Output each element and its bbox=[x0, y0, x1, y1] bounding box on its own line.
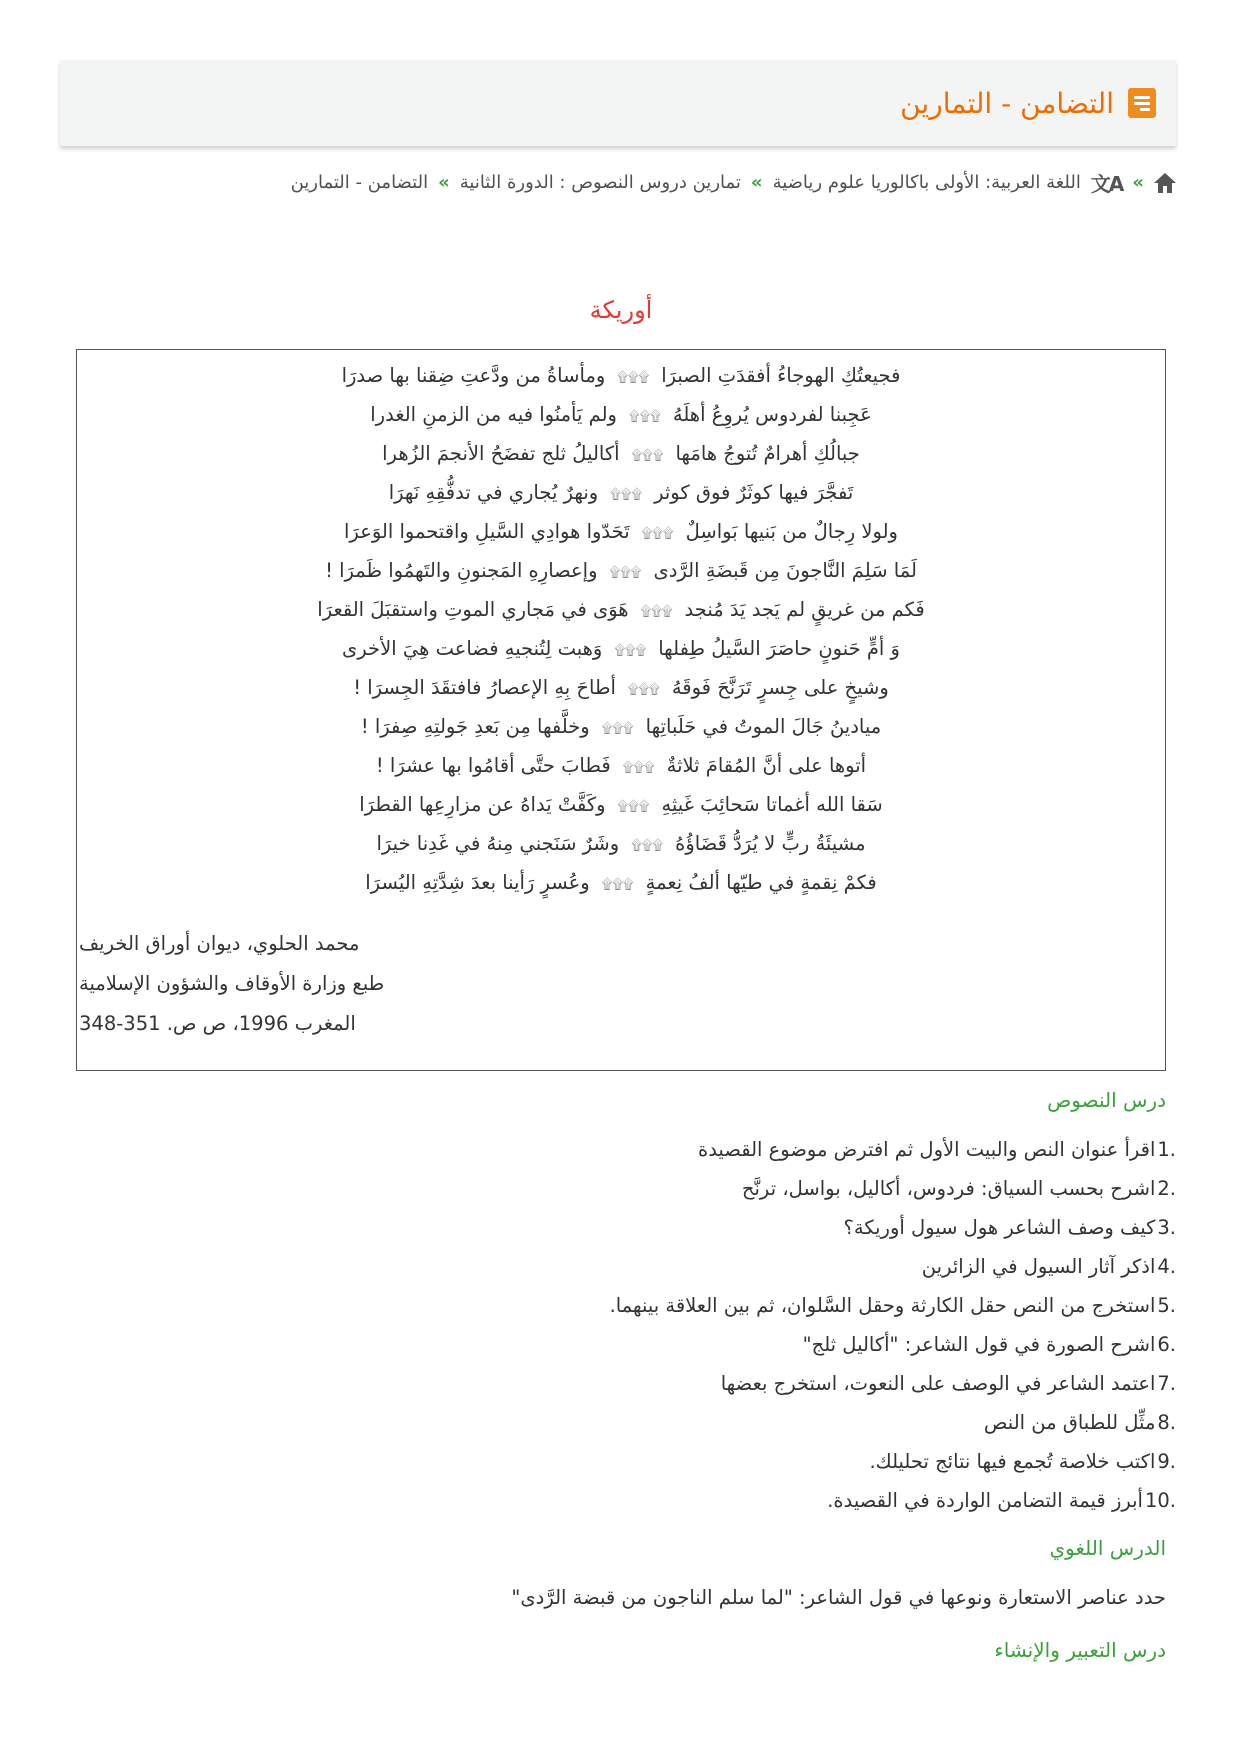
poem-source bbox=[79, 924, 384, 1044]
verse-first-hemistich: جبالُكِ أهرامٌ تُتوجُ هامَها bbox=[675, 442, 860, 465]
verse-second-hemistich: ونهرٌ يُجاري في تدفُّقِهِ نَهرَا bbox=[388, 481, 599, 504]
questions-list bbox=[610, 1130, 1176, 1520]
breadcrumb-current: التضامن - التمارين bbox=[290, 172, 429, 193]
breadcrumb-link-category[interactable]: تمارين دروس النصوص : الدورة الثانية bbox=[459, 172, 741, 193]
verse-second-hemistich: هَوَى في مَجاري الموتِ واستقبَلَ القعرَا bbox=[317, 598, 629, 621]
poem-verse bbox=[77, 512, 1165, 551]
verse-separator: ۩۩۩ bbox=[610, 487, 643, 503]
question-number: 10. bbox=[1144, 1489, 1176, 1512]
section-heading-texts: درس النصوص bbox=[1047, 1088, 1166, 1112]
home-icon[interactable] bbox=[1154, 173, 1176, 193]
question-text: اعتمد الشاعر في الوصف على النعوت، استخرج بعضها bbox=[720, 1372, 1156, 1395]
verse-separator: ۩۩۩ bbox=[614, 643, 647, 659]
poem-verse bbox=[77, 551, 1165, 590]
breadcrumb-separator: » bbox=[1132, 172, 1144, 193]
verse-first-hemistich: مشيئَةُ ربٍّ لا يُرَدُّ قَضَاؤُهُ bbox=[675, 832, 866, 855]
list-item bbox=[610, 1208, 1176, 1247]
verse-second-hemistich: فَطابَ حتَّى أقامُوا بها عشرَا ! bbox=[375, 754, 611, 777]
verse-second-hemistich: ومأساةُ من ودَّعتِ ضِقنا بها صدرَا bbox=[341, 364, 606, 387]
verse-second-hemistich: وكَفَّتْ يَداهُ عن مزارِعِها القطرَا bbox=[359, 793, 606, 816]
verse-separator: ۩۩۩ bbox=[628, 409, 661, 425]
verse-second-hemistich: وَهبت لِتُنجيهِ فضاعت هِيَ الأخرى bbox=[342, 637, 603, 660]
list-item bbox=[610, 1403, 1176, 1442]
section-heading-language: الدرس اللغوي bbox=[1049, 1536, 1166, 1560]
poem-verse bbox=[77, 356, 1165, 395]
list-item bbox=[610, 1481, 1176, 1520]
verse-separator: ۩۩۩ bbox=[640, 604, 673, 620]
poem-verse bbox=[77, 434, 1165, 473]
breadcrumb-separator: » bbox=[438, 172, 450, 193]
source-line: محمد الحلوي، ديوان أوراق الخريف bbox=[79, 932, 360, 955]
verse-first-hemistich: فكمْ نِقمةٍ في طيّها ألفُ نِعمةٍ bbox=[645, 871, 877, 894]
question-text: مثِّل للطباق من النص bbox=[983, 1411, 1156, 1434]
question-text: أبرز قيمة التضامن الواردة في القصيدة. bbox=[827, 1489, 1143, 1512]
verse-second-hemistich: ولم يَأمنُوا فيه من الزمنِ الغدرا bbox=[370, 403, 617, 426]
question-text: اشرح بحسب السياق: فردوس، أكاليل، بواسل، ترنَّح bbox=[741, 1177, 1156, 1200]
list-item bbox=[610, 1247, 1176, 1286]
language-question: حدد عناصر الاستعارة ونوعها في قول الشاعر: "لما سلم الناجون من قبضة الرَّدى" bbox=[511, 1586, 1166, 1609]
verse-separator: ۩۩۩ bbox=[617, 370, 650, 386]
poem-verse bbox=[77, 863, 1165, 902]
verse-first-hemistich: فَكم من غريقٍ لم يَجد يَدَ مُنجد bbox=[684, 598, 925, 621]
question-text: اذكر آثار السيول في الزائرين bbox=[921, 1255, 1156, 1278]
source-line: طبع وزارة الأوقاف والشؤون الإسلامية bbox=[79, 972, 385, 995]
verse-second-hemistich: أطاحَ بِهِ الإعصارُ فافتقَدَ الجِسرَا ! bbox=[353, 676, 616, 699]
verse-second-hemistich: أكاليلُ ثلج تفضَحُ الأنجمَ الزُهرا bbox=[382, 442, 620, 465]
verse-separator: ۩۩۩ bbox=[641, 526, 674, 542]
section-heading-expression: درس التعبير والإنشاء bbox=[994, 1638, 1166, 1662]
poem-verse bbox=[77, 746, 1165, 785]
page-title: التضامن - التمارين bbox=[900, 86, 1114, 120]
verse-first-hemistich: ميادينُ جَالَ الموتُ في حَلَباتِها bbox=[645, 715, 882, 738]
verse-first-hemistich: عَجِبنا لفردوس يُروِعُ أهلَهُ bbox=[672, 403, 872, 426]
question-number: 6. bbox=[1157, 1333, 1176, 1356]
poem-verses bbox=[77, 356, 1165, 902]
verse-separator: ۩۩۩ bbox=[622, 760, 655, 776]
verse-second-hemistich: وشَرٌ سَنَجني مِنهُ في غَدِنا خيرَا bbox=[376, 832, 620, 855]
question-number: 4. bbox=[1157, 1255, 1176, 1278]
breadcrumb bbox=[291, 168, 1176, 197]
list-item bbox=[610, 1364, 1176, 1403]
verse-separator: ۩۩۩ bbox=[601, 877, 634, 893]
verse-separator: ۩۩۩ bbox=[609, 565, 642, 581]
source-line: المغرب 1996، ص ص. 351-348 bbox=[79, 1012, 356, 1035]
list-item bbox=[610, 1325, 1176, 1364]
poem-verse bbox=[77, 785, 1165, 824]
verse-first-hemistich: وَ أمٍّ حَنونٍ حاصَرَ السَّيلُ طِفلها bbox=[658, 637, 900, 660]
question-number: 9. bbox=[1157, 1450, 1176, 1473]
poem-title: أوريكة bbox=[589, 296, 653, 324]
verse-second-hemistich: تَحَدّوا هوادِي السَّيلِ واقتحموا الوَعرَا bbox=[344, 520, 630, 543]
verse-first-hemistich: وشيخٍ على جِسرٍ تَرَنَّحَ فَوقَهُ bbox=[671, 676, 889, 699]
poem-verse bbox=[77, 395, 1165, 434]
poem-verse bbox=[77, 629, 1165, 668]
verse-first-hemistich: سَقا الله أغماتا سَحائِبَ غَيثِهِ bbox=[661, 793, 883, 816]
poem-box bbox=[76, 349, 1166, 1071]
verse-separator: ۩۩۩ bbox=[631, 838, 664, 854]
poem-verse bbox=[77, 668, 1165, 707]
question-text: اكتب خلاصة تُجمع فيها نتائج تحليلك. bbox=[869, 1450, 1156, 1473]
verse-separator: ۩۩۩ bbox=[601, 721, 634, 737]
verse-first-hemistich: لَمَا سَلِمَ النَّاجونَ مِن قَبضَةِ الرَّدى bbox=[653, 559, 917, 582]
poem-verse bbox=[77, 590, 1165, 629]
breadcrumb-link-subject[interactable]: اللغة العربية: الأولى باكالوريا علوم رياضية bbox=[772, 172, 1081, 193]
question-number: 1. bbox=[1157, 1138, 1176, 1161]
question-number: 5. bbox=[1157, 1294, 1176, 1317]
verse-separator: ۩۩۩ bbox=[631, 448, 664, 464]
verse-first-hemistich: فجيعتُكِ الهوجاءُ أفقدَتِ الصبرَا bbox=[661, 364, 901, 387]
poem-verse bbox=[77, 707, 1165, 746]
question-text: اقرأ عنوان النص والبيت الأول ثم افترض موضوع القصيدة bbox=[697, 1138, 1156, 1161]
question-number: 3. bbox=[1157, 1216, 1176, 1239]
verse-second-hemistich: وإعصارِهِ المَجنونِ والتَهمُوا ظَمرَا ! bbox=[325, 559, 598, 582]
verse-first-hemistich: أتوها على أنَّ المُقامَ ثلاثةٌ bbox=[666, 754, 867, 777]
question-number: 8. bbox=[1157, 1411, 1176, 1434]
list-item bbox=[610, 1169, 1176, 1208]
question-text: اشرح الصورة في قول الشاعر: "أكاليل ثلج" bbox=[802, 1333, 1156, 1356]
verse-second-hemistich: وخلَّفها مِن بَعدِ جَولتِهِ صِفرَا ! bbox=[360, 715, 590, 738]
question-number: 7. bbox=[1157, 1372, 1176, 1395]
document-icon bbox=[1128, 88, 1156, 118]
page-header bbox=[60, 60, 1176, 146]
list-item bbox=[610, 1442, 1176, 1481]
list-item bbox=[610, 1286, 1176, 1325]
verse-separator: ۩۩۩ bbox=[617, 799, 650, 815]
verse-first-hemistich: تَفجَّرَ فيها كوثَرٌ فوق كوثر bbox=[654, 481, 854, 504]
poem-verse bbox=[77, 824, 1165, 863]
question-number: 2. bbox=[1157, 1177, 1176, 1200]
verse-first-hemistich: ولولا رِجالٌ من بَنيها بَواسِلٌ bbox=[685, 520, 898, 543]
verse-separator: ۩۩۩ bbox=[627, 682, 660, 698]
poem-verse bbox=[77, 473, 1165, 512]
translate-icon: 文A bbox=[1090, 172, 1123, 196]
breadcrumb-separator: » bbox=[750, 172, 763, 193]
list-item bbox=[610, 1130, 1176, 1169]
question-text: كيف وصف الشاعر هول سيول أوريكة؟ bbox=[843, 1216, 1156, 1239]
verse-second-hemistich: وعُسرٍ رَأينا بعدَ شِدَّتِهِ اليُسرَا bbox=[365, 871, 590, 894]
question-text: استخرج من النص حقل الكارثة وحقل السَّلوان، ثم بين العلاقة بينهما. bbox=[609, 1294, 1156, 1317]
